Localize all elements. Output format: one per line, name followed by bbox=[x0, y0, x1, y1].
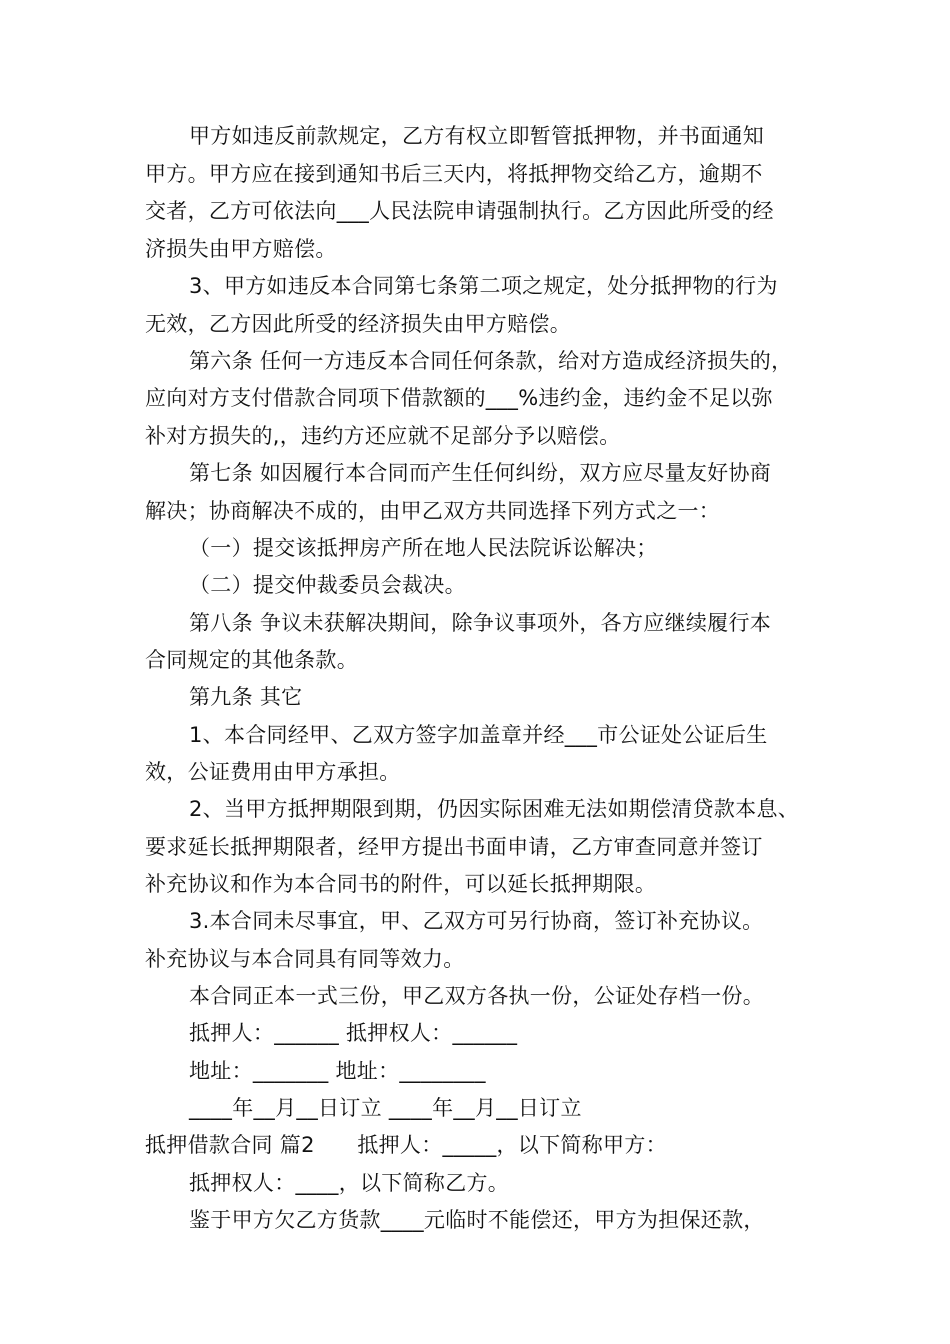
text-line: 3、甲方如违反本合同第七条第二项之规定，处分抵押物的行为 bbox=[189, 274, 778, 298]
address-line: 地址：_______ 地址：________ bbox=[189, 1059, 486, 1083]
text-line: 3.本合同未尽事宜，甲、乙双方可另行协商，签订补充协议。 bbox=[189, 909, 764, 933]
text-line: 解决；协商解决不成的，由甲乙双方共同选择下列方式之一： bbox=[145, 499, 721, 523]
text-line: 交者，乙方可依法向___人民法院申请强制执行。乙方因此所受的经 bbox=[145, 199, 774, 223]
text-line: 效，公证费用由甲方承担。 bbox=[145, 760, 401, 784]
text-line: 无效，乙方因此所受的经济损失由甲方赔偿。 bbox=[145, 312, 571, 336]
text-line: 应向对方支付借款合同项下借款额的___%违约金，违约金不足以弥 bbox=[145, 386, 773, 410]
text-line: （一）提交该抵押房产所在地人民法院诉讼解决； bbox=[189, 536, 658, 560]
text-line: 甲方。甲方应在接到通知书后三天内，将抵押物交给乙方，逾期不 bbox=[145, 162, 763, 186]
text-line: 1、本合同经甲、乙双方签字加盖章并经___市公证处公证后生 bbox=[189, 723, 768, 747]
text-line: 补充协议与本合同具有同等效力。 bbox=[145, 947, 465, 971]
text-line: 要求延长抵押期限者，经甲方提出书面申请，乙方审查同意并签订 bbox=[145, 835, 763, 859]
text-line: 第六条 任何一方违反本合同任何条款，给对方造成经济损失的， bbox=[189, 349, 793, 373]
text-line: （二）提交仲裁委员会裁决。 bbox=[189, 573, 466, 597]
text-line: 本合同正本一式三份，甲乙双方各执一份，公证处存档一份。 bbox=[189, 984, 765, 1008]
date-line: ____年__月__日订立 ____年__月__日订立 bbox=[189, 1096, 582, 1120]
text-line: 济损失由甲方赔偿。 bbox=[145, 237, 337, 261]
text-line: 抵押权人：____，以下简称乙方。 bbox=[189, 1171, 510, 1195]
text-line: 补对方损失的,，违约方还应就不足部分予以赔偿。 bbox=[145, 424, 621, 448]
signature-line: 抵押人：______ 抵押权人：______ bbox=[189, 1021, 518, 1045]
text-line: 补充协议和作为本合同书的附件，可以延长抵押期限。 bbox=[145, 872, 657, 896]
text-line: 甲方如违反前款规定，乙方有权立即暂管抵押物，并书面通知 bbox=[189, 124, 765, 148]
text-line: 第八条 争议未获解决期间，除争议事项外，各方应继续履行本 bbox=[189, 611, 772, 635]
text-line: 鉴于甲方欠乙方货款____元临时不能偿还，甲方为担保还款， bbox=[189, 1208, 765, 1232]
text-line: 第七条 如因履行本合同而产生任何纠纷，双方应尽量友好协商 bbox=[189, 461, 772, 485]
section-heading: 抵押借款合同 篇2 抵押人：_____，以下简称甲方： bbox=[145, 1133, 667, 1157]
text-line: 第九条 其它 bbox=[189, 685, 303, 709]
text-line: 合同规定的其他条款。 bbox=[145, 648, 358, 672]
text-line: 2、当甲方抵押期限到期，仍因实际困难无法如期偿清贷款本息、 bbox=[189, 797, 800, 821]
